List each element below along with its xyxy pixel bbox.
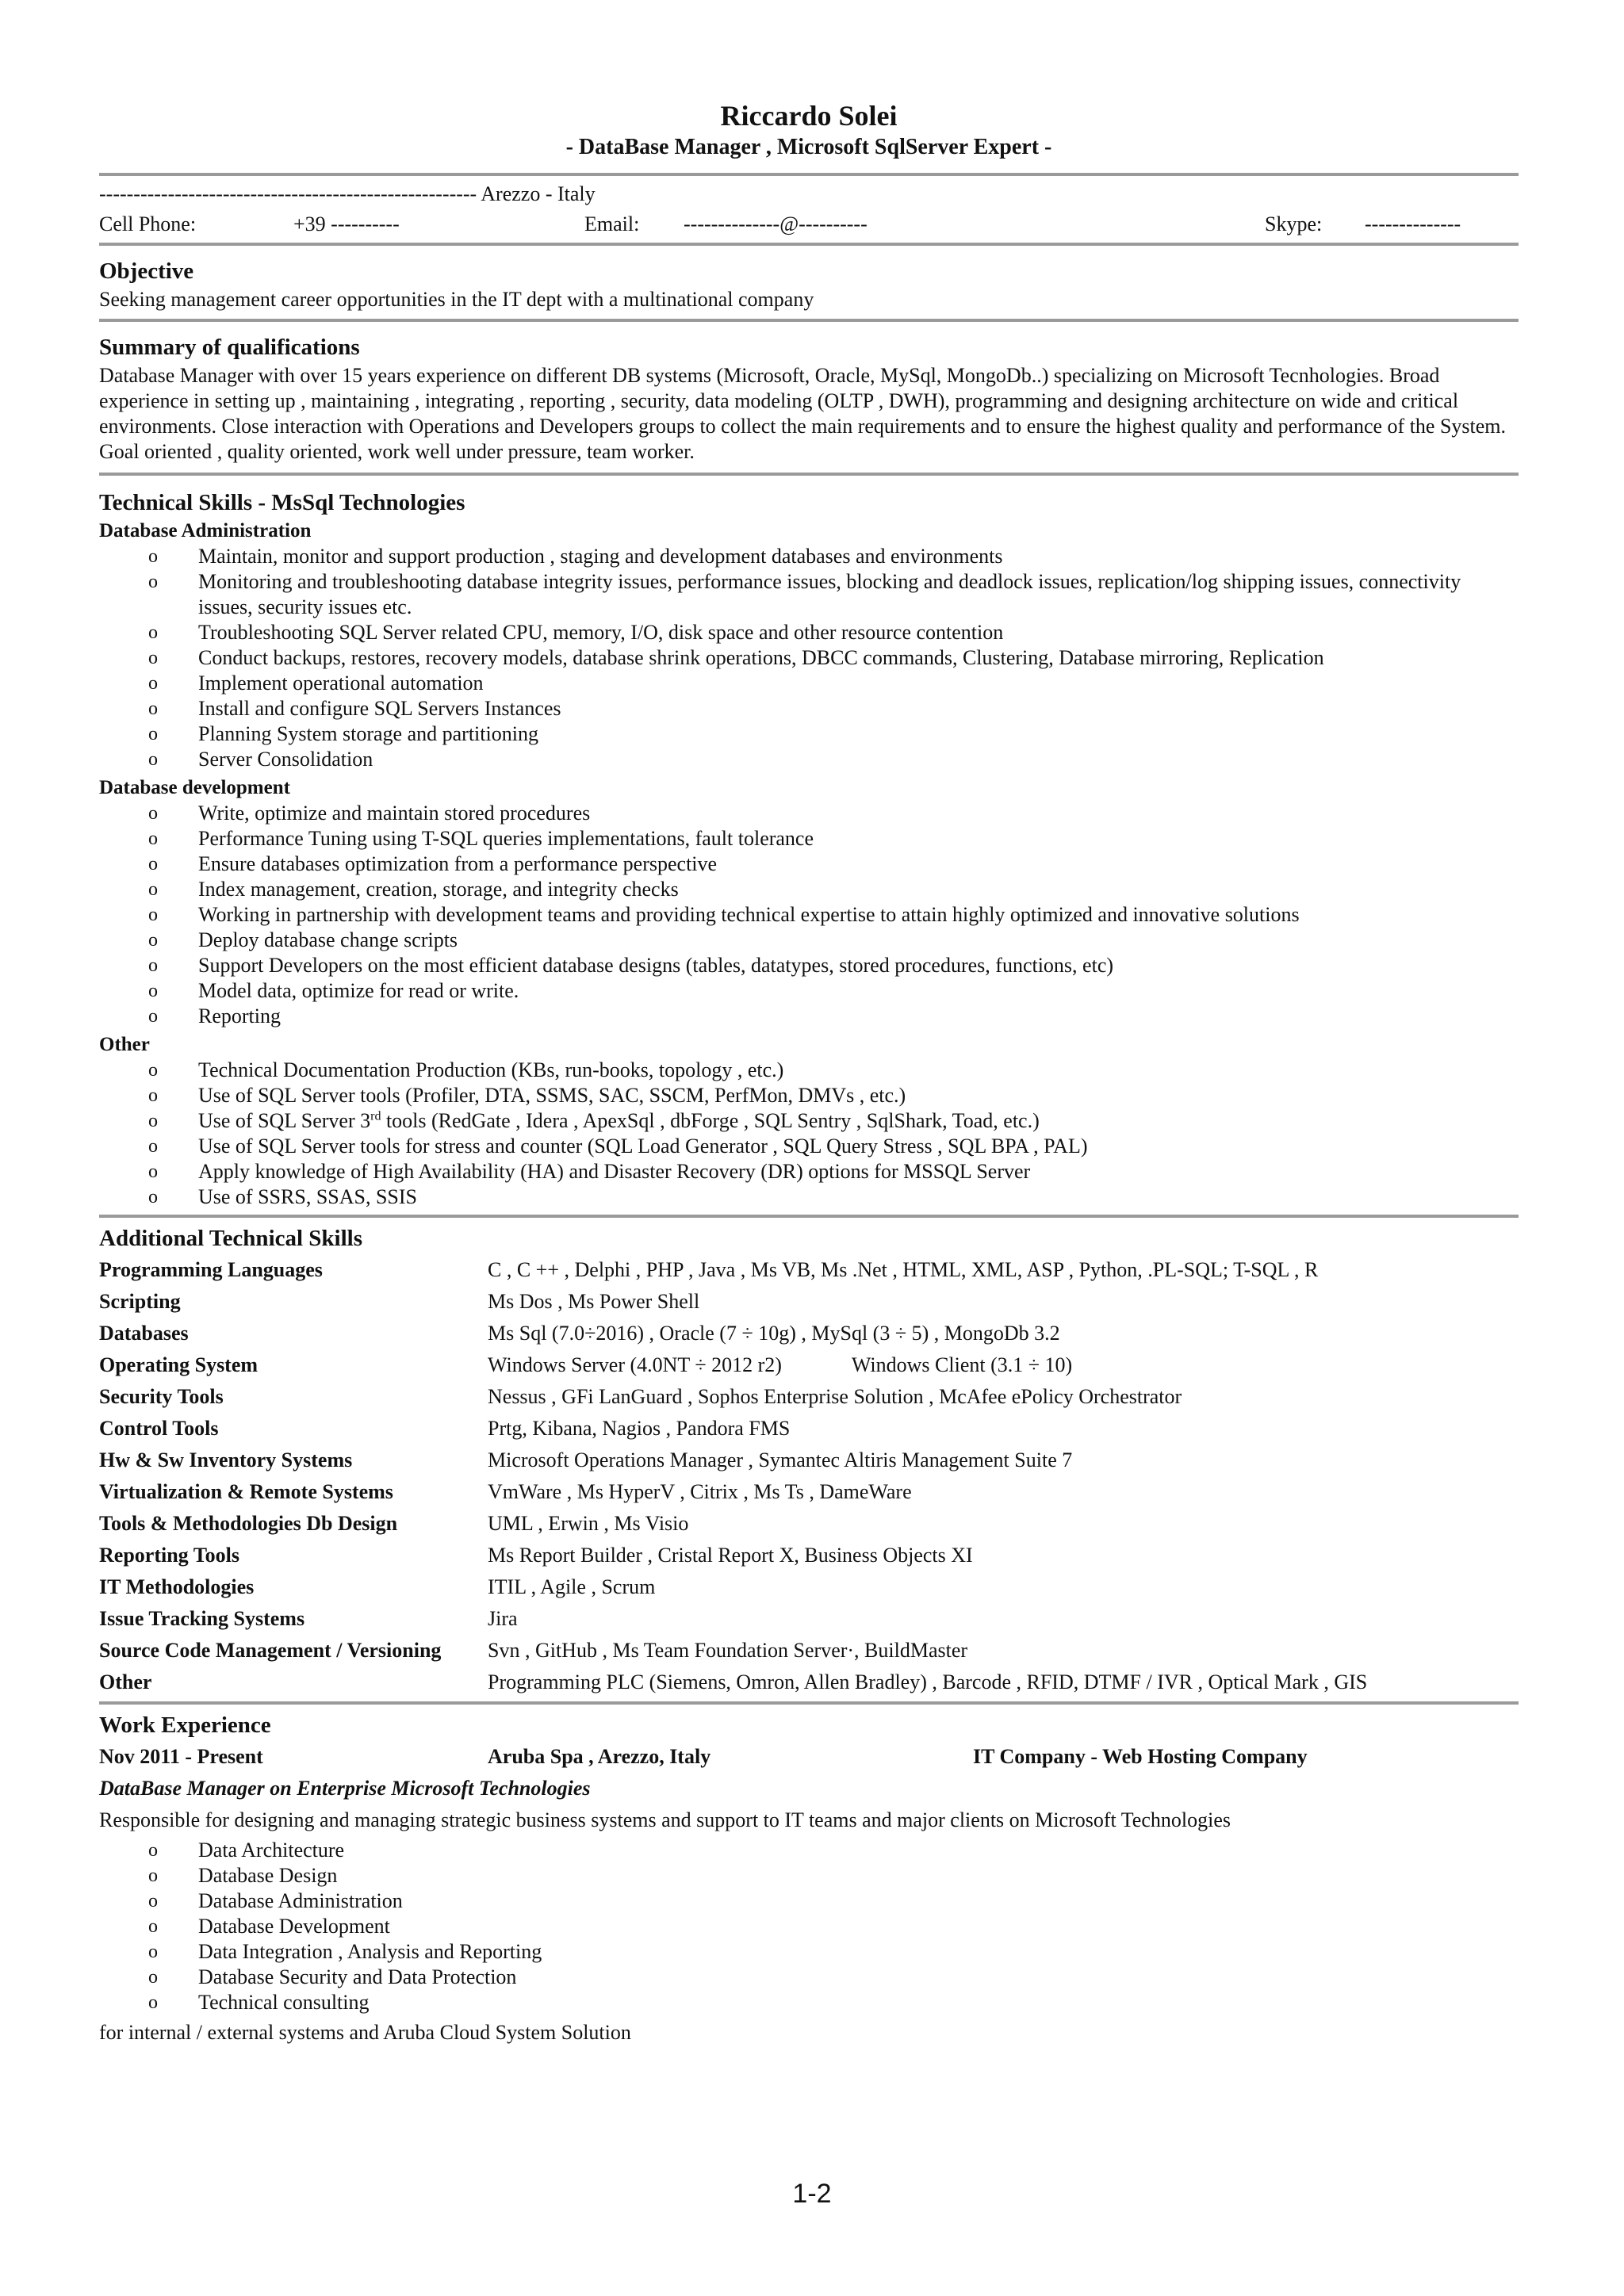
table-row: Reporting Tools Ms Report Builder , Cristal Report X, Business Objects XI [99,1544,973,1567]
table-row: Programming Languages C , C ++ , Delphi , PHP , Java , Ms VB, Ms .Net , HTML, XML, ASP , Python, .PL-SQL; T-SQL , R [99,1258,1319,1281]
list-item: o Apply knowledge of High Availability (HA) and Disaster Recovery (DR) options for MSSQL Server [148,1160,1031,1183]
divider [99,1701,1519,1705]
cell-phone-label: Cell Phone: [99,212,197,235]
list-item: o Use of SQL Server 3rd tools (RedGate , Idera , ApexSql , dbForge , SQL Sentry , SqlShark, Toad, etc.) [148,1109,1040,1132]
job-company: Aruba Spa , Arezzo, Italy [488,1745,711,1768]
other-skills-list [99,1058,1519,1210]
divider [99,473,1519,476]
bullet-icon: o [148,905,158,925]
job-header-row [99,1741,1519,1773]
bullet-icon: o [148,1187,158,1207]
list-item: o Model data, optimize for read or write. [148,979,519,1002]
divider [99,243,1519,246]
contact-row [99,209,1519,239]
table-row: Source Code Management / Versioning Svn , GitHub , Ms Team Foundation Server·, BuildMaster [99,1639,968,1662]
list-item: o Implement operational automation [148,672,484,695]
bullet-icon: o [148,698,158,719]
job-period: Nov 2011 - Present [99,1745,263,1768]
list-item: o Database Administration [148,1889,403,1912]
objective-title: Objective [99,258,194,284]
bullet-icon: o [148,673,158,694]
address-line: ------------------------------------------------------- Arezzo - Italy [99,182,596,205]
bullet-icon: o [148,1111,158,1131]
job-company-type: IT Company - Web Hosting Company [973,1745,1308,1768]
list-item: o Troubleshooting SQL Server related CPU, memory, I/O, disk space and other resource contention [148,621,1004,644]
list-item: o Use of SSRS, SSAS, SSIS [148,1185,418,1208]
summary-title: Summary of qualifications [99,335,360,360]
other-heading: Other [99,1034,150,1055]
bullet-icon: o [148,622,158,643]
work-experience-title: Work Experience [99,1712,271,1738]
list-item: o Working in partnership with development teams and providing technical expertise to attain highly optimized and innovative solutions [148,903,1300,926]
bullet-icon: o [148,648,158,668]
table-row: Tools & Methodologies Db Design UML , Erwin , Ms Visio [99,1512,689,1535]
technical-skills-title: Technical Skills - MsSql Technologies [99,490,465,515]
bullet-icon: o [148,1992,158,2013]
list-item: o Server Consolidation [148,748,373,771]
bullet-icon: o [148,1136,158,1157]
candidate-name: Riccardo Solei [720,100,898,132]
list-item: o Install and configure SQL Servers Instances [148,697,561,720]
bullet-icon: o [148,981,158,1001]
additional-skills-table [99,1254,1519,1698]
list-item: o Data Integration , Analysis and Reporting [148,1940,542,1963]
list-item: o Use of SQL Server tools (Profiler, DTA, SSMS, SAC, SSCM, PerfMon, DMVs , etc.) [148,1084,906,1107]
divider [99,173,1519,176]
divider [99,319,1519,322]
additional-skills-title: Additional Technical Skills [99,1226,363,1251]
list-item: o Technical consulting [148,1991,370,2014]
table-row: Other Programming PLC (Siemens, Omron, Allen Bradley) , Barcode , RFID, DTMF / IVR , Optical Mark , GIS [99,1670,1368,1693]
bullet-icon: o [148,955,158,976]
list-item: o Write, optimize and maintain stored procedures [148,802,591,825]
list-item: o Maintain, monitor and support production , staging and development databases and environments [148,545,1003,568]
list-item: o Use of SQL Server tools for stress and counter (SQL Load Generator , SQL Query Stress , SQL BPA , PAL) [148,1135,1088,1158]
bullet-icon: o [148,1161,158,1182]
table-row: Hw & Sw Inventory Systems Microsoft Operations Manager , Symantec Altiris Management Suite 7 [99,1448,1073,1471]
list-item: o Database Development [148,1915,390,1938]
list-item: o Planning System storage and partitioning [148,722,538,745]
bullet-icon: o [148,1085,158,1106]
list-item: o Data Architecture [148,1839,345,1862]
job-footer-text: for internal / external systems and Aruba Cloud System Solution [99,2021,631,2044]
list-item: o Database Security and Data Protection [148,1965,517,1988]
resume-page [99,98,1519,2049]
list-item: o Database Design [148,1864,338,1887]
db-development-heading: Database development [99,777,290,798]
db-administration-heading: Database Administration [99,520,312,541]
table-row: Control Tools Prtg, Kibana, Nagios , Pandora FMS [99,1417,791,1440]
table-row: IT Methodologies ITIL , Agile , Scrum [99,1575,656,1598]
table-row: Virtualization & Remote Systems VmWare , Ms HyperV , Citrix , Ms Ts , DameWare [99,1480,912,1503]
bullet-icon: o [148,803,158,824]
list-item: o Deploy database change scripts [148,928,458,951]
bullet-icon: o [148,854,158,874]
table-row: Security Tools Nessus , GFi LanGuard , Sophos Enterprise Solution , McAfee ePolicy Orchestrator [99,1385,1182,1408]
skype-label: Skype: [1265,212,1323,235]
list-item: o Monitoring and troubleshooting database integrity issues, performance issues, blocking and deadlock issues, replication/log shipping issues, connectivity issues, security issues etc. [148,570,1461,618]
table-row: Operating System Windows Server (4.0NT ÷ 2012 r2) Windows Client (3.1 ÷ 10) [99,1353,1073,1376]
bullet-icon: o [148,1866,158,1886]
table-row: Scripting Ms Dos , Ms Power Shell [99,1290,700,1313]
db-administration-list [99,544,1519,772]
bullet-icon: o [148,749,158,770]
bullet-icon: o [148,1942,158,1962]
bullet-icon: o [148,1891,158,1911]
list-item: o Reporting [148,1004,281,1027]
summary-text: Database Manager with over 15 years experience on different DB systems (Microsoft, Oracle, MySql, MongoDb..) specializing on Microsoft Tecnhologies. Broad experience in setting up , maintaining , integrating , reporting , security, data modeling (OLTP , DWH), programming and designing architecture on wide and critical environments. Close interaction with Operations and Developers groups to collect the main requirements and to ensure the highest quality and performance of the System. Goal oriented , quality oriented, work well under pressure, team worker. [99,364,1507,463]
skype-value: -------------- [1365,212,1461,235]
page-number: 1-2 [792,2179,832,2209]
bullet-icon: o [148,1006,158,1027]
bullet-icon: o [148,1916,158,1937]
bullet-icon: o [148,546,158,567]
table-row: Databases Ms Sql (7.0÷2016) , Oracle (7 ÷ 10g) , MySql (3 ÷ 5) , MongoDb 3.2 [99,1322,1060,1345]
bullet-icon: o [148,930,158,951]
bullet-icon: o [148,828,158,849]
job-role: DataBase Manager on Enterprise Microsoft Technologies [99,1777,591,1800]
cell-phone-value: +39 ---------- [293,212,400,235]
email-label: Email: [584,212,640,235]
job-description: Responsible for designing and managing strategic business systems and support to IT teams and major clients on Microsoft Technologies [99,1808,1231,1831]
candidate-subtitle: - DataBase Manager , Microsoft SqlServer Expert - [565,135,1052,159]
bullet-icon: o [148,572,158,592]
list-item: o Support Developers on the most efficient database designs (tables, datatypes, stored procedures, functions, etc) [148,954,1114,977]
list-item: o Performance Tuning using T-SQL queries implementations, fault tolerance [148,827,814,850]
bullet-icon: o [148,1840,158,1861]
bullet-icon: o [148,1967,158,1988]
job-duties-list [99,1838,1519,2015]
objective-text: Seeking management career opportunities in the IT dept with a multinational company [99,288,814,311]
list-item: o Index management, creation, storage, and integrity checks [148,878,679,901]
db-development-list [99,801,1519,1029]
email-value: --------------@---------- [684,212,868,235]
list-item: o Technical Documentation Production (KBs, run-books, topology , etc.) [148,1058,784,1081]
bullet-icon: o [148,1060,158,1081]
bullet-icon: o [148,879,158,900]
list-item: o Conduct backups, restores, recovery models, database shrink operations, DBCC commands, Clustering, Database mirroring, Replication [148,646,1324,669]
table-row: Issue Tracking Systems Jira [99,1607,518,1630]
bullet-icon: o [148,724,158,744]
list-item: o Ensure databases optimization from a performance perspective [148,852,718,875]
divider [99,1215,1519,1218]
